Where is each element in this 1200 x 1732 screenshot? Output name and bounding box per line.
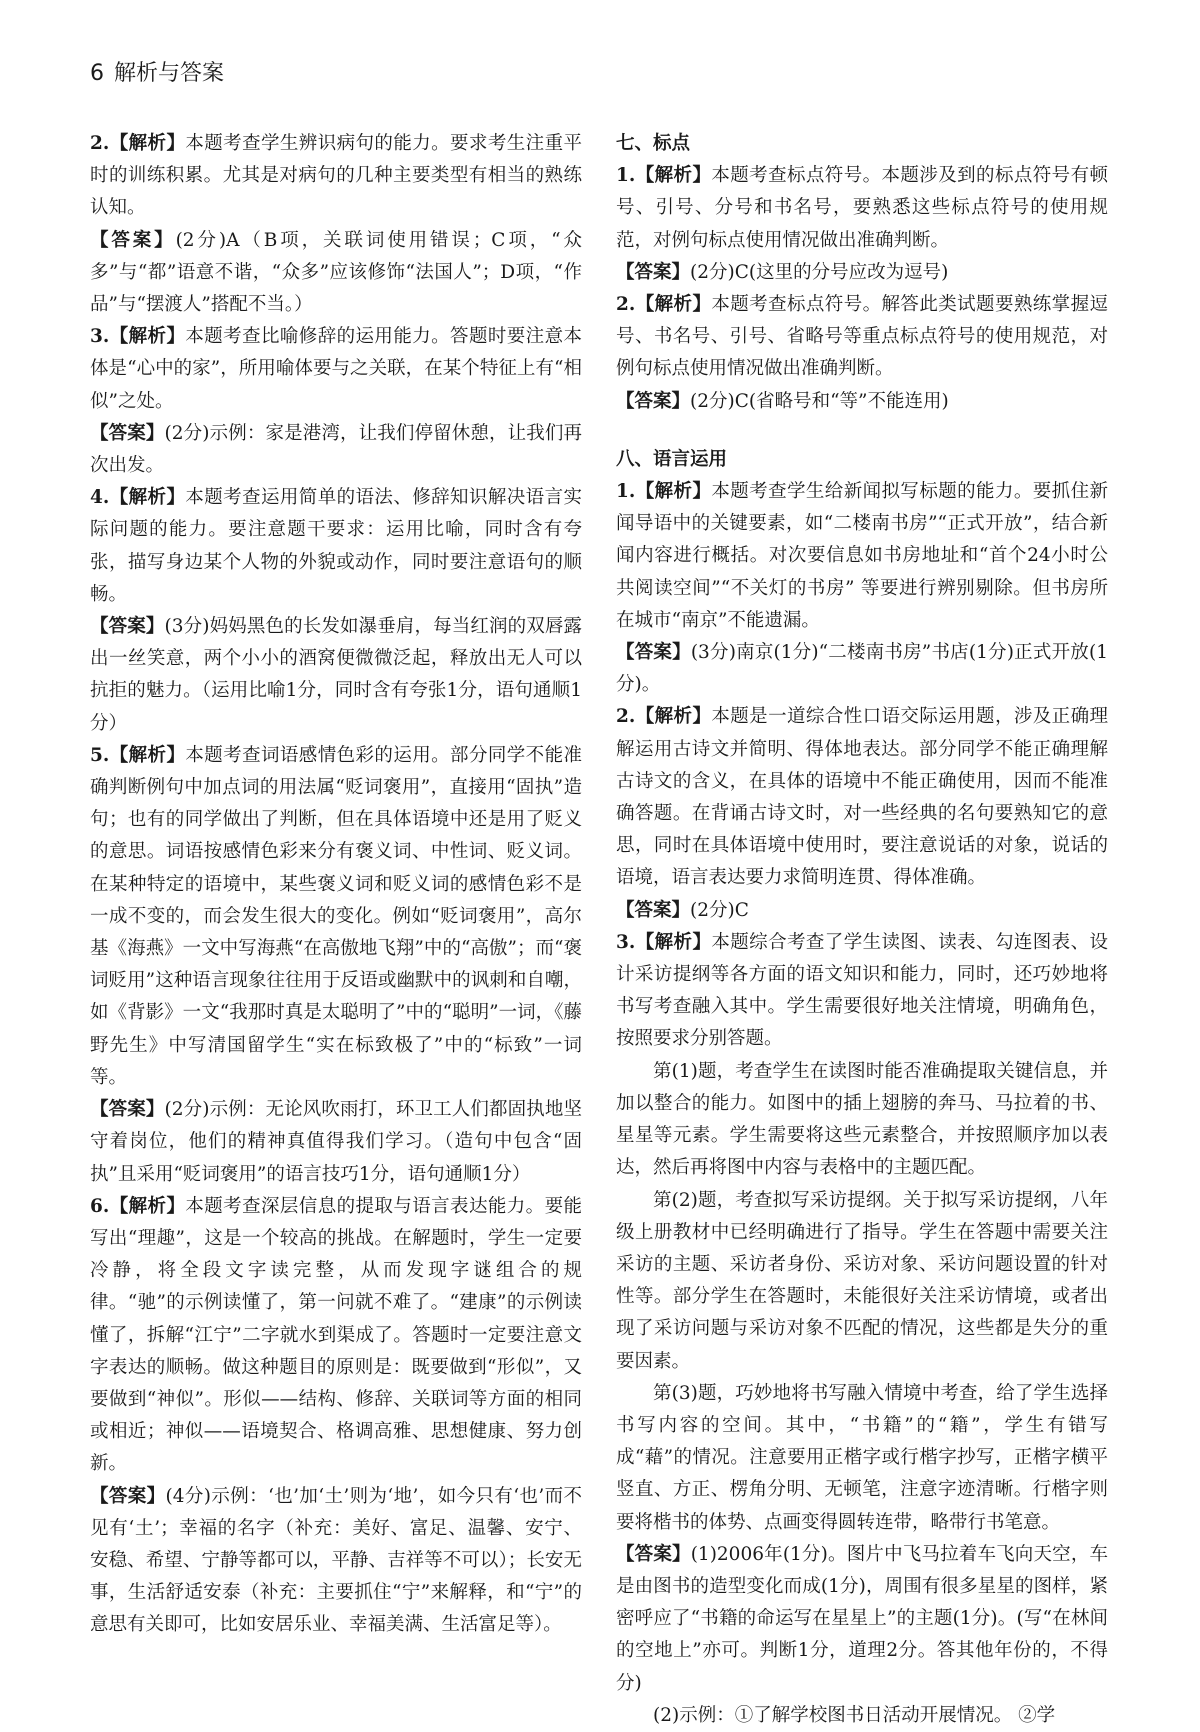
page-number: 6 — [90, 61, 104, 86]
section-spacer — [616, 418, 1108, 444]
answer-paragraph — [90, 418, 582, 482]
paragraph-text: 本题考查标点符号。解答此类试题要熟练掌握逗号、书名号、引号、省略号等重点标点符号的使用规范，对例句标点使用情况做出准确判断。 — [616, 294, 1108, 380]
paragraph-text: (3分)妈妈黑色的长发如瀑垂肩，每当红润的双唇露出一丝笑意，两个小小的酒窝便微微泛起，释放出无人可以抗拒的魅力。（运用比喻1分，同时含有夸张1分，语句通顺1分） — [90, 616, 582, 734]
answer-paragraph — [90, 225, 582, 322]
answer-paragraph — [616, 1539, 1108, 1700]
answer-label: 【答案】 — [90, 1485, 166, 1507]
header-title: 解析与答案 — [114, 61, 225, 86]
answer-label: 【答案】 — [90, 616, 165, 638]
paragraph-text: 本题考查深层信息的提取与语言表达能力。要能写出“理趣”，这是一个较高的挑战。在解题时，学生一定要冷静，将全段文字读完整，从而发现字谜组合的规律。“驰”的示例读懂了，第一问就不难了。“建康”的示例读懂了，拆解“江宁”二字就水到渠成了。答题时一定要注意文字表达的顺畅。做这种题目的原则是：既要做到“形似”，又要做到“神似”。形似——结构、修辞、关联词等方面的相同或相近；神似——语境契合、格调高雅、思想健康、努力创新。 — [90, 1195, 582, 1475]
answer-label: 【答案】 — [90, 1099, 165, 1121]
paragraph-text: (1)2006年(1分)。图片中飞马拉着车飞向天空，车是由图书的造型变化而成(1分)，周围有很多星星的图样，紧密呼应了“书籍的命运写在星星上”的主题(1分)。(写“在林间的空地上”亦可。判断1分，道理2分。答其他年份的，不得分) — [616, 1543, 1108, 1694]
analysis-label: 2.【解析】 — [90, 133, 186, 154]
answer-label: 【答案】 — [90, 229, 176, 251]
analysis-label: 3.【解析】 — [90, 326, 186, 348]
body-paragraph: 第(1)题，考查学生在读图时能否准确提取关键信息，并加以整合的能力。如图中的插上翅膀的奔马、马拉着的书、星星等元素。学生需要将这些元素整合，并按照顺序加以表达，然后再将图中内容与表格中的主题匹配。 — [616, 1060, 1108, 1179]
answer-paragraph — [616, 386, 1108, 418]
answer-label: 【答案】 — [616, 261, 691, 283]
analysis-label: 2.【解析】 — [616, 294, 712, 316]
paragraph-text: (2分)C — [690, 899, 749, 921]
body-paragraph: 第(2)题，考查拟写采访提纲。关于拟写采访提纲，八年级上册教材中已经明确进行了指导。学生在答题中需要关注采访的主题、采访者身份、采访对象、采访问题设置的针对性等。部分学生在答题时，未能很好关注采访情境，或者出现了采访问题与采访对象不匹配的情况，这些都是失分的重要因素。 — [616, 1189, 1108, 1372]
paragraph-text: (2分)C(省略号和“等”不能连用) — [690, 390, 949, 412]
analysis-paragraph — [616, 160, 1108, 257]
answer-paragraph — [616, 257, 1108, 289]
body-paragraph: 第(3)题，巧妙地将书写融入情境中考查，给了学生选择书写内容的空间。其中，“书籍”的“籍”，学生有错写成“藉”的情况。注意要用正楷字或行楷字抄写，正楷字横平竖直、方正、楞角分明、无顿笔，注意字迹清晰。行楷字则要将楷书的体势、点画变得圆转连带，略带行书笔意。 — [616, 1382, 1108, 1533]
analysis-paragraph — [90, 128, 582, 225]
analysis-label: 4.【解析】 — [90, 487, 186, 509]
section-title: 七、标点 — [616, 133, 691, 154]
analysis-paragraph — [90, 1191, 582, 1481]
analysis-paragraph — [90, 482, 582, 611]
page-header — [90, 56, 224, 87]
paragraph-text: (4分)示例：‘也’加‘土’则为‘地’，如今只有‘也’而不见有‘土’；幸福的名字（补充：美好、富足、温馨、安宁、安稳、希望、宁静等都可以，平静、吉祥等不可以）；长安无事，生活舒适安泰（补充：主要抓住“宁”来解释，和“宁”的意思有关即可，比如安居乐业、幸福美满、生活富足等）。 — [90, 1485, 582, 1636]
left-column — [90, 128, 582, 1642]
analysis-label: 2.【解析】 — [616, 706, 712, 728]
paragraph-text: (2分)A（B项，关联词使用错误；C项，“众多”与“都”语意不谐，“众多”应该修饰“法国人”；D项，“作品”与“摆渡人”搭配不当。） — [90, 229, 582, 316]
analysis-paragraph — [616, 927, 1108, 1056]
answer-label: 【答案】 — [616, 642, 691, 664]
paragraph-text: 本题综合考查了学生读图、读表、勾连图表、设计采访提纲等各方面的语文知识和能力，同时，还巧妙地将书写考查融入其中。学生需要很好地关注情境，明确角色，按照要求分别答题。 — [616, 931, 1108, 1050]
analysis-label: 3.【解析】 — [616, 931, 712, 953]
paragraph-text: (2分)C(这里的分号应改为逗号) — [690, 261, 949, 283]
answer-paragraph — [90, 1481, 582, 1642]
paragraph-text: 本题考查比喻修辞的运用能力。答题时要注意本体是“心中的家”，所用喻体要与之关联，在某个特征上有“相似”之处。 — [90, 326, 582, 412]
answer-paragraph — [616, 637, 1108, 701]
analysis-paragraph — [616, 289, 1108, 386]
analysis-label: 1.【解析】 — [616, 165, 712, 187]
paragraph-text: (3分)南京(1分)“二楼南书房”书店(1分)正式开放(1分)。 — [616, 642, 1108, 696]
analysis-label: 1.【解析】 — [616, 481, 712, 503]
analysis-paragraph — [90, 740, 582, 1094]
body-paragraph: (2)示例：①了解学校图书日活动开展情况。 ②学 — [653, 1704, 1056, 1726]
answer-paragraph — [90, 611, 582, 740]
right-column — [616, 128, 1108, 1732]
paragraph-text: 本题考查学生辨识病句的能力。要求考生注重平时的训练积累。尤其是对病句的几种主要类型有相当的熟练认知。 — [90, 133, 582, 219]
answer-label: 【答案】 — [616, 899, 691, 921]
paragraph-text: 本题考查运用简单的语法、修辞知识解决语言实际问题的能力。要注意题干要求：运用比喻，同时含有夸张，描写身边某个人物的外貌或动作，同时要注意语句的顺畅。 — [90, 487, 582, 605]
answer-label: 【答案】 — [90, 422, 165, 444]
paragraph-text: 本题是一道综合性口语交际运用题，涉及正确理解运用古诗文并简明、得体地表达。部分同学不能正确理解古诗文的含义，在具体的语境中不能正确使用，因而不能准确答题。在背诵古诗文时，对一些经典的名句要熟知它的意思，同时在具体语境中使用时，要注意说话的对象，说话的语境，语言表达要力求简明连贯、得体准确。 — [616, 706, 1108, 889]
analysis-paragraph — [616, 701, 1108, 894]
paragraph-text: (2分)示例：家是港湾，让我们停留休憩，让我们再次出发。 — [90, 422, 582, 477]
analysis-label: 5.【解析】 — [90, 744, 186, 766]
answer-paragraph — [616, 895, 1108, 927]
section-title: 八、语言运用 — [616, 448, 728, 470]
answer-label: 【答案】 — [616, 1543, 691, 1565]
paragraph-text: 本题考查标点符号。本题涉及到的标点符号有顿号、引号、分号和书名号，要熟悉这些标点符号的使用规范，对例句标点使用情况做出准确判断。 — [616, 165, 1108, 251]
answer-paragraph — [90, 1094, 582, 1191]
answer-label: 【答案】 — [616, 390, 691, 412]
analysis-label: 6.【解析】 — [90, 1195, 186, 1217]
paragraph-text: (2分)示例：无论风吹雨打，环卫工人们都固执地坚守着岗位，他们的精神真值得我们学习。（造句中包含“固执”且采用“贬词褒用”的语言技巧1分，语句通顺1分） — [90, 1099, 582, 1185]
paragraph-text: 本题考查词语感情色彩的运用。部分同学不能准确判断例句中加点词的用法属“贬词褒用”，直接用“固执”造句；也有的同学做出了判断，但在具体语境中还是用了贬义的意思。词语按感情色彩来分有褒义词、中性词、贬义词。在某种特定的语境中，某些褒义词和贬义词的感情色彩不是一成不变的，而会发生很大的变化。例如“贬词褒用”，高尔基《海燕》一文中写海燕“在高傲地飞翔”中的“高傲”；而“褒词贬用”这种语言现象往往用于反语或幽默中的讽刺和自嘲，如《背影》一文“我那时真是太聪明了”中的“聪明”一词，《藤野先生》中写清国留学生“实在标致极了”中的“标致”一词等。 — [90, 744, 582, 1088]
analysis-paragraph — [616, 476, 1108, 637]
paragraph-text: 本题考查学生给新闻拟写标题的能力。要抓住新闻导语中的关键要素，如“二楼南书房”“正式开放”，结合新闻内容进行概括。对次要信息如书房地址和“首个24小时公共阅读空间”“不关灯的书房” 等要进行辨别剔除。但书房所在城市“南京”不能遗漏。 — [616, 481, 1108, 631]
analysis-paragraph — [90, 321, 582, 418]
